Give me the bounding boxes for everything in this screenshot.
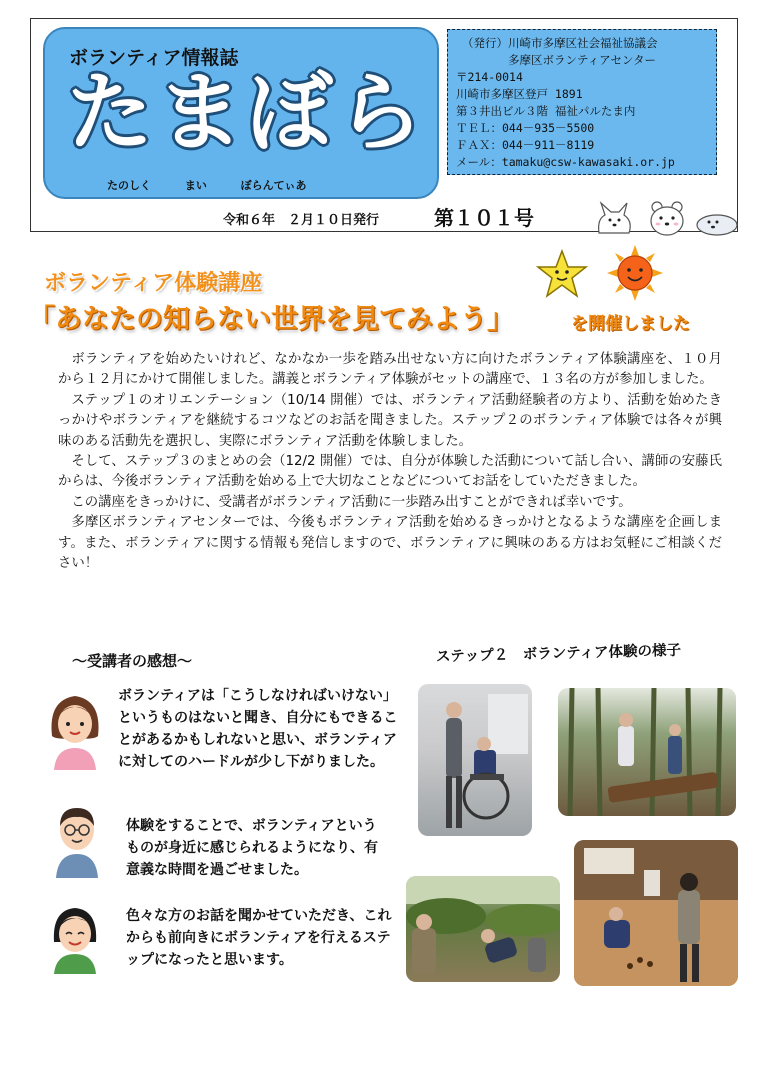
photo-forest-activity bbox=[558, 688, 736, 816]
fax-number: ＦＡＸ：044－911－8119 bbox=[456, 138, 595, 152]
article-paragraph: 多摩区ボランティアセンターでは、今後もボランティア活動を始めるきっかけとなるような講座を企画します。また、ボランティアに関する情報も発信しますので、ボランティアに興味のある方はお気軽にご相談ください！ bbox=[58, 515, 722, 572]
photo-gym-activity bbox=[574, 840, 738, 986]
masthead bbox=[30, 18, 738, 232]
event-title: 「あなたの知らない世界を見てみよう」 bbox=[28, 304, 514, 335]
wheelchair-scene-image bbox=[418, 684, 532, 836]
article-paragraph: この講座をきっかけに、受講者がボランティア活動に一歩踏み出すことができれば幸いです。 bbox=[71, 494, 632, 510]
issue-date: 令和６年 ２月１０日発行 bbox=[223, 213, 380, 228]
bear-mascot-icon bbox=[651, 202, 683, 235]
mascot-icons bbox=[591, 197, 741, 237]
forest-scene-image bbox=[558, 688, 736, 816]
postal-code: 〒214-0014 bbox=[456, 70, 523, 84]
photo-garden-activity bbox=[406, 876, 560, 982]
center-name: 多摩区ボランティアセンター bbox=[508, 53, 657, 67]
woman-avatar-icon bbox=[44, 690, 106, 770]
participant-comment: 体験をすることで、ボランティアというものが身近に感じられるようになり、有意義な時間を過ごせました。 bbox=[126, 818, 378, 878]
photo-wheelchair-activity bbox=[418, 684, 532, 836]
event-kicker: ボランティア体験講座 bbox=[44, 271, 263, 296]
gym-scene-image bbox=[574, 840, 738, 986]
seal-mascot-icon bbox=[697, 215, 737, 235]
issue-number: 第１０１号 bbox=[434, 206, 534, 230]
participant-comment: 色々な方のお話を聞かせていただき、これからも前向きにボランティアを行えるステップになったと思います。 bbox=[126, 908, 392, 968]
article-paragraph: ボランティアを始めたいけれど、なかなか一歩を踏み出せない方に向けたボランティア体験講座を、１０月から１２月にかけて開催しました。講義とボランティア体験がセットの講座で、１３名の方が参加しました。 bbox=[58, 352, 722, 388]
star-character-icon bbox=[535, 248, 589, 300]
article-paragraph: そして、ステップ３のまとめの会（12/2 開催）では、自分が体験した活動について話し合い、講師の安藤氏からは、今後ボランティア活動を始める上で大切なことなどについてお話をしていただきました。 bbox=[58, 454, 722, 490]
logo-box bbox=[43, 27, 439, 199]
logo-reading: たのしく まい ぼらんてぃあ bbox=[107, 179, 307, 192]
publisher-name: （発行）川崎市多摩区社会福祉協議会 bbox=[462, 36, 658, 50]
newsletter-subtitle: ボランティア情報誌 bbox=[69, 47, 239, 69]
garden-scene-image bbox=[406, 876, 560, 982]
email-address[interactable]: メール：tamaku@csw-kawasaki.or.jp bbox=[456, 155, 675, 169]
participant-comment: ボランティアは「こうしなければいけない」というものはないと聞き、自分にもできることがあるかもしれないと思い、ボランティアに対してのハードルが少し下がりました。 bbox=[118, 688, 398, 770]
event-title-suffix: を開催しました bbox=[571, 314, 690, 334]
article-paragraph: ステップ１のオリエンテーション（10/14 開催）では、ボランティア活動経験者の方より、活動を始めたきっかけやボランティアを継続するコツなどのお話を聞きました。ステップ２のボランティア体験では各々が興味のある活動先を選択し、実際にボランティア活動を体験しました。 bbox=[58, 392, 722, 449]
man-avatar-icon bbox=[48, 798, 106, 878]
article-body bbox=[58, 350, 722, 574]
photo-section-title: ステップ２ ボランティア体験の様子 bbox=[435, 642, 682, 666]
sun-character-icon bbox=[606, 244, 664, 302]
newsletter-logo: たまぼら bbox=[67, 63, 427, 163]
woman-avatar-icon bbox=[44, 902, 106, 974]
address-line-2: 第３井出ビル３階 福祉パルたま内 bbox=[456, 104, 636, 118]
impressions-title: ～受講者の感想～ bbox=[72, 652, 193, 670]
fox-mascot-icon bbox=[599, 203, 631, 233]
address-line-1: 川崎市多摩区登戸 1891 bbox=[456, 87, 583, 101]
publisher-info bbox=[447, 29, 717, 175]
phone-number: ＴＥＬ：044－935－5500 bbox=[456, 121, 595, 135]
